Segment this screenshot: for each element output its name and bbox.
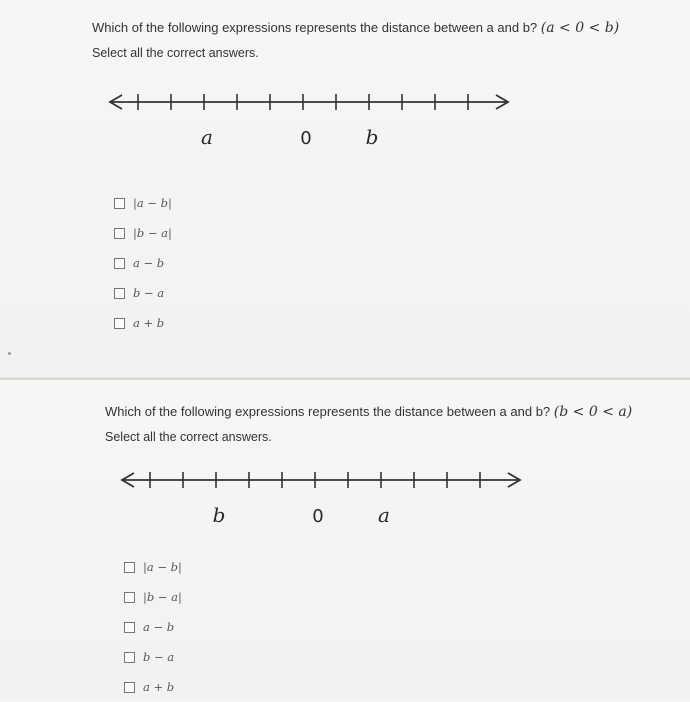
number-line-label: a	[201, 125, 213, 149]
option-label: |b − a|	[143, 590, 182, 604]
checkbox[interactable]	[124, 682, 135, 693]
question-1-options	[114, 188, 172, 338]
question-1-condition: (a < 0 < b)	[540, 20, 620, 36]
number-line-label: 0	[300, 128, 312, 149]
option-label: a − b	[133, 256, 165, 270]
option-label: |a − b|	[133, 196, 172, 210]
option-label: a − b	[143, 620, 175, 634]
question-card-2	[0, 380, 690, 700]
option-label: b − a	[143, 650, 175, 664]
option-a-minus-b[interactable]	[124, 612, 182, 642]
option-label: |a − b|	[143, 560, 182, 574]
question-2-text: Which of the following expressions represents the distance between a and b?	[105, 404, 551, 419]
question-1-text: Which of the following expressions represents the distance between a and b?	[92, 20, 538, 35]
checkbox[interactable]	[114, 258, 125, 269]
option-abs-b-minus-a[interactable]	[114, 218, 172, 248]
option-label: a + b	[133, 316, 165, 330]
number-line-label: b	[212, 503, 226, 527]
number-line-1	[100, 80, 540, 160]
option-abs-a-minus-b[interactable]	[114, 188, 172, 218]
number-line-label: b	[365, 125, 379, 149]
number-line-label: 0	[312, 506, 324, 527]
question-1-prompt	[92, 20, 619, 36]
checkbox[interactable]	[114, 288, 125, 299]
checkbox[interactable]	[124, 562, 135, 573]
stray-dot	[8, 352, 11, 355]
checkbox[interactable]	[114, 228, 125, 239]
checkbox[interactable]	[114, 198, 125, 209]
option-label: |b − a|	[133, 226, 172, 240]
option-b-minus-a[interactable]	[114, 278, 172, 308]
question-1-instruction: Select all the correct answers.	[92, 46, 259, 60]
checkbox[interactable]	[124, 652, 135, 663]
option-b-minus-a[interactable]	[124, 642, 182, 672]
checkbox[interactable]	[114, 318, 125, 329]
option-label: b − a	[133, 286, 165, 300]
checkbox[interactable]	[124, 592, 135, 603]
option-a-plus-b[interactable]	[124, 672, 182, 702]
number-line-2	[112, 458, 552, 538]
question-2-instruction: Select all the correct answers.	[105, 430, 272, 444]
checkbox[interactable]	[124, 622, 135, 633]
question-2-condition: (b < 0 < a)	[553, 404, 633, 420]
option-a-minus-b[interactable]	[114, 248, 172, 278]
question-2-options	[124, 552, 182, 702]
option-a-plus-b[interactable]	[114, 308, 172, 338]
number-line-label: a	[378, 503, 390, 527]
option-label: a + b	[143, 680, 175, 694]
question-2-prompt	[105, 404, 632, 420]
option-abs-b-minus-a[interactable]	[124, 582, 182, 612]
option-abs-a-minus-b[interactable]	[124, 552, 182, 582]
